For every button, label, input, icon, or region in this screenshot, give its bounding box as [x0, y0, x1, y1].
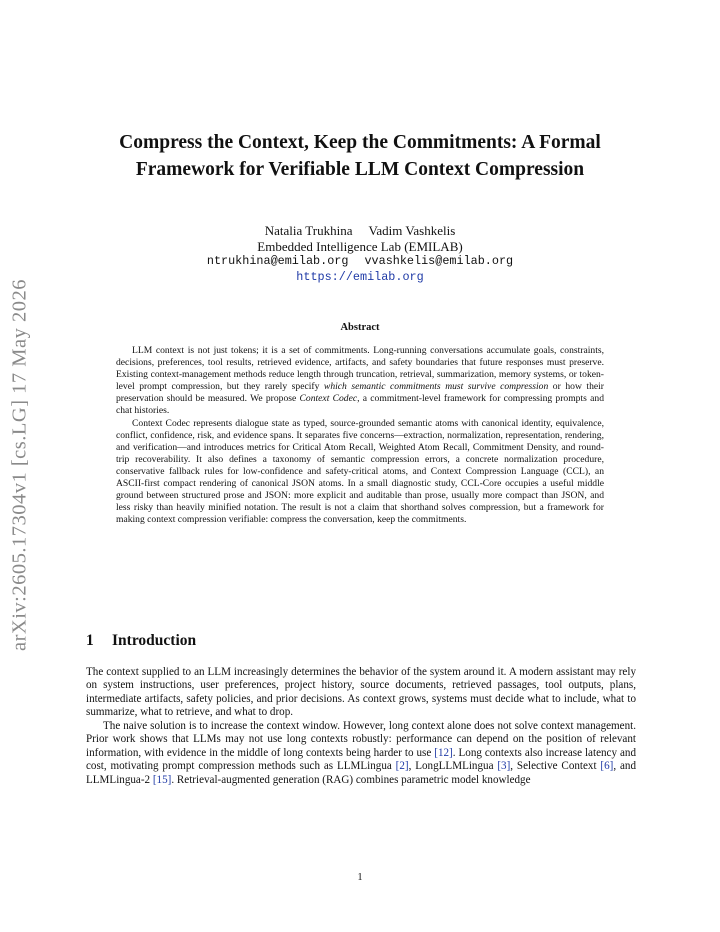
author-name: Natalia Trukhina [264, 223, 353, 238]
abstract-text: or how their preservation should be measured. We propose [116, 381, 604, 405]
author-names [90, 223, 630, 239]
body-text: . Long contexts also increase latency and cost, motivating prompt compression methods such as LLMLingua [86, 746, 636, 773]
section-title: Introduction [112, 632, 197, 649]
abstract-text: LLM context is not just tokens; it is a set of commitments. Long-running conversations accumulate goals, constraints, decisions, preferences, tool results, retrieved evidence, artifacts, and safety boundaries that future responses must preserve. Existing context-management methods reduce length through truncation, retrieval, summarization, memory systems, or token-level prompt compression, but they rarely specify [116, 345, 604, 393]
body-text: The naive solution is to increase the context window. However, long context alone does not solve context management. Prior work shows that LLMs may not use long contexts robustly: performance can depend on the position of relevant information, with evidence in the middle of long contexts being harder to use [86, 719, 636, 759]
abstract-heading: Abstract [340, 322, 380, 333]
author-email[interactable]: vvashkelis@emilab.org [364, 254, 514, 268]
introduction-body [86, 666, 636, 787]
abstract-body [116, 345, 604, 526]
author-email[interactable]: ntrukhina@emilab.org [206, 254, 349, 268]
citation-link[interactable]: [12] [434, 746, 453, 759]
lab-url-link[interactable]: https://emilab.org [296, 269, 424, 284]
citation-link[interactable]: [3] [497, 760, 511, 773]
abstract-text: , a commitment-level framework for compressing prompts and chat histories. [116, 393, 604, 417]
abstract-paragraph [116, 345, 604, 418]
section-number: 1 [86, 632, 94, 649]
body-paragraph [86, 720, 636, 787]
body-text: . Retrieval-augmented generation (RAG) combines parametric model knowledge [171, 773, 531, 786]
abstract-emphasis: which semantic commitments must survive compression [323, 381, 549, 393]
abstract-paragraph: Context Codec represents dialogue state as typed, source-grounded semantic atoms with canonical identity, equivalence, conflict, confidence, risk, and evidence spans. It separates five concerns—extraction, normalization, representation, rendering, and verification—and introduces metrics for Critical Atom Recall, Weighted Atom Recall, Commitment Density, and round-trip recoverability. It also defines a taxonomy of semantic compression errors, a concrete normalization procedure, conservative fallback rules for low-confidence and safety-critical atoms, and Context Compression Language (CCL), an ASCII-first compact rendering of canonical JSON atoms. In a small diagnostic study, CCL-Core occupies a useful middle ground between structured prose and JSON: more explicit and auditable than prose, usually more compact than JSON, and less risky than heavily minified notation. The result is not a claim that shorthand solves compression, but a framework for making context compression verifiable: compress the conversation, keep the commitments. [116, 417, 604, 526]
author-name: Vadim Vashkelis [368, 223, 456, 238]
abstract-emphasis: Context Codec [299, 393, 358, 405]
body-text: , Selective Context [510, 760, 601, 773]
page-number: 1 [357, 872, 363, 883]
body-text: , and LLMLingua-2 [86, 760, 636, 786]
citation-link[interactable]: [6] [600, 760, 614, 773]
body-paragraph: The context supplied to an LLM increasingly determines the behavior of the system around it. A modern assistant may rely on system instructions, user preferences, project history, source documents, retrieved passages, tool outputs, plans, intermediate artifacts, safety policies, and prior decisions. As context grows, systems must decide what to include, what to summarize, what to retrieve, and what to drop. [86, 666, 636, 719]
author-emails [90, 254, 630, 270]
citation-link[interactable]: [15] [152, 773, 172, 786]
citation-link[interactable]: [2] [395, 760, 409, 773]
paper-title: Compress the Context, Keep the Commitments: A Formal Framework for Verifiable LLM Context Compression [119, 132, 601, 180]
arxiv-identifier-text: arXiv:2605.17304v1 [cs.LG] 17 May 2026 [8, 279, 31, 652]
section-heading [86, 632, 196, 650]
author-affiliation: Embedded Intelligence Lab (EMILAB) [257, 238, 463, 254]
body-text: , LongLLMLingua [408, 760, 498, 773]
author-block [90, 223, 630, 285]
